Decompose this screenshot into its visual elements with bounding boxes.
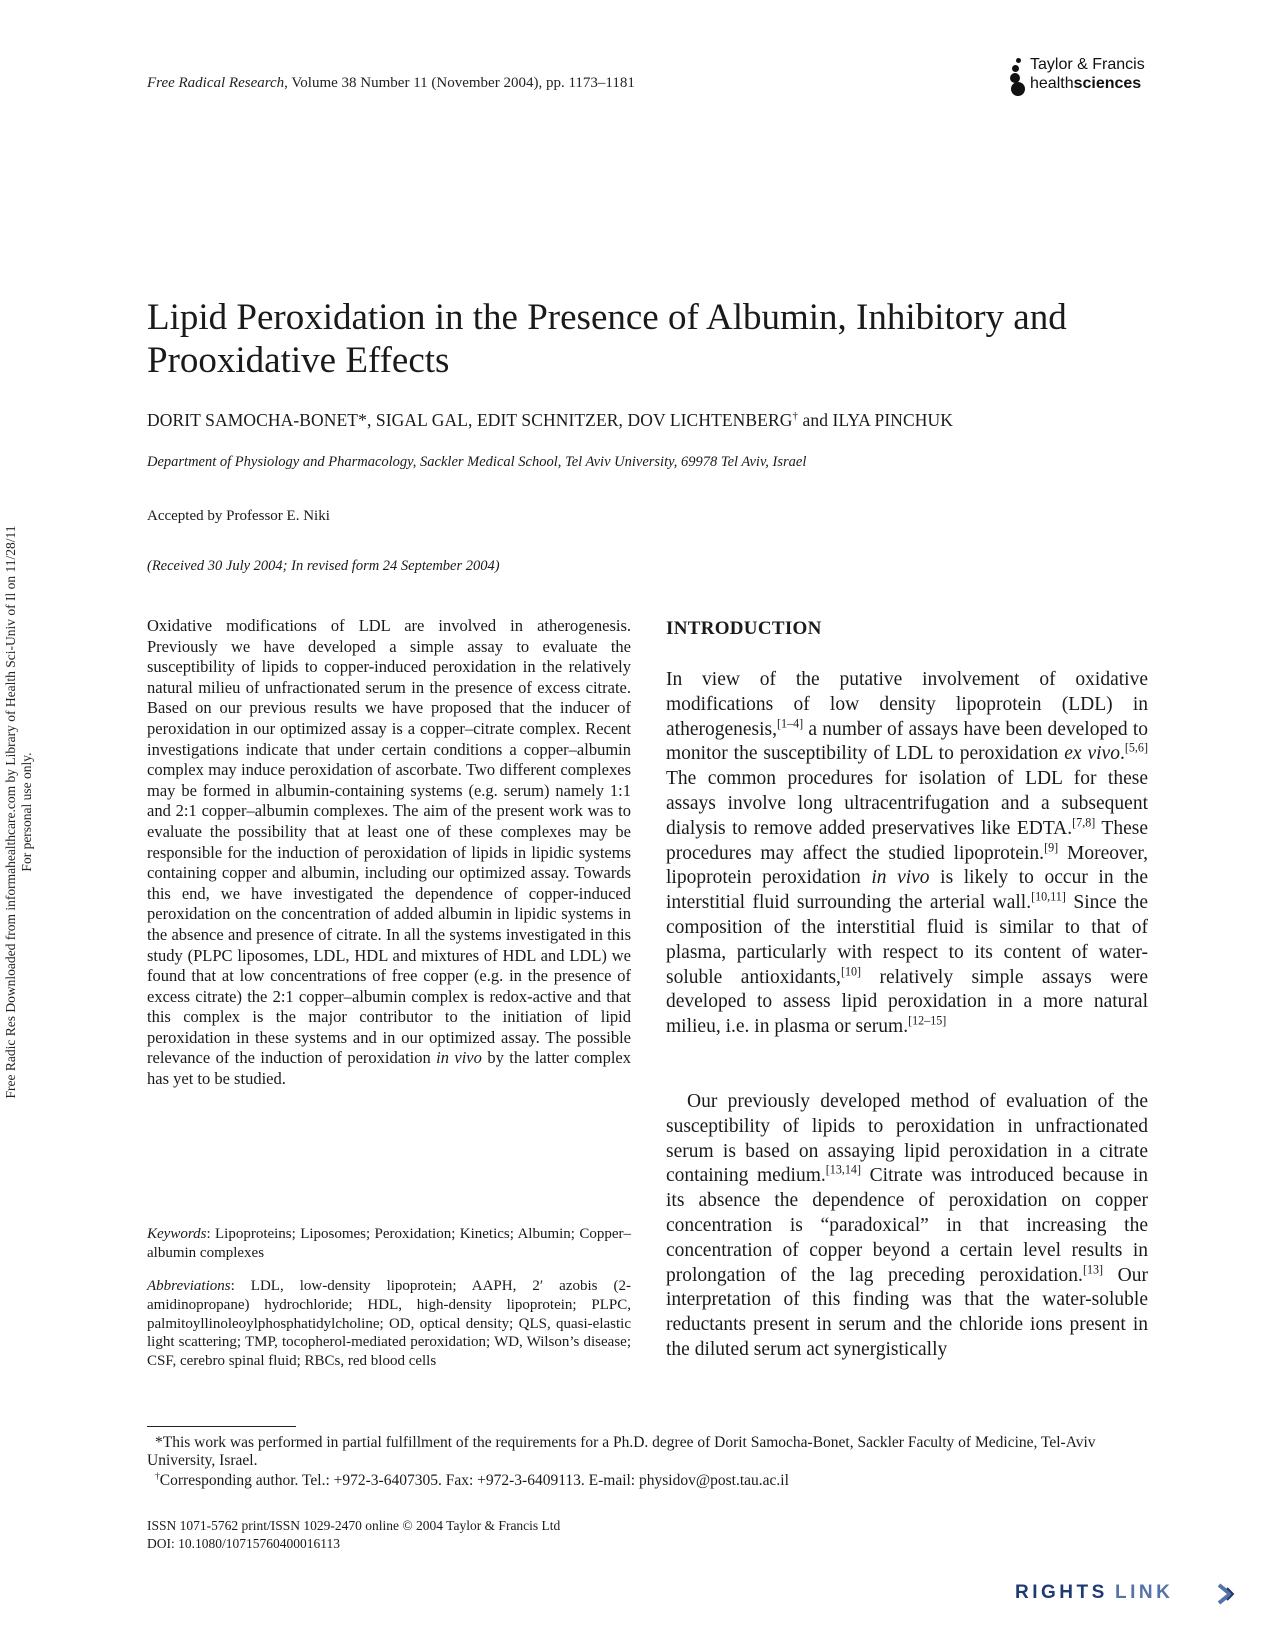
publisher-division: healthsciences	[1030, 75, 1142, 92]
keywords	[147, 1225, 631, 1263]
doi-line: DOI: 10.1080/10715760400016113	[147, 1536, 340, 1551]
footnote-corresponding-author: †Corresponding author. Tel.: +972-3-6407305. Fax: +972-3-6409113. E-mail: physidov@post.tau.ac.il	[155, 1470, 789, 1489]
abbreviations	[147, 1277, 631, 1371]
rightslink-logo[interactable]	[1015, 1582, 1245, 1622]
keywords-text: : Lipoproteins; Liposomes; Peroxidation; Kinetics; Albumin; Copper–albumin complexes	[147, 1226, 631, 1261]
rightslink-word-link: LINK	[1115, 1582, 1174, 1603]
dagger-mark: †	[792, 410, 798, 423]
journal-citation	[147, 75, 635, 92]
abbreviations-label: Abbreviations	[147, 1278, 231, 1294]
footnote-thesis: *This work was performed in partial fulfillment of the requirements for a Ph.D. degree of Dorit Samocha-Bonet, Sackler Faculty of Medicine, Tel-Aviv University, Israel.	[147, 1434, 1096, 1469]
keywords-label: Keywords	[147, 1226, 207, 1242]
article-title: Lipid Peroxidation in the Presence of Albumin, Inhibitory and Prooxidative Effects	[147, 297, 1067, 381]
download-stamp	[3, 472, 35, 1152]
abstract: Oxidative modifications of LDL are involved in atherogenesis. Previously we have developed a simple assay to evaluate the susceptibility of lipids to copper-induced peroxidation in the relatively natural milieu of unfractionated serum in the presence of excess citrate. Based on our previous results we have proposed that the inducer of peroxidation in our optimized assay is a copper–citrate complex. Recent investigations indicate that under certain conditions a copper–albumin complex may induce peroxidation of ascorbate. Two different complexes may be formed in albumin-containing systems (e.g. serum) namely 1:1 and 2:1 copper–albumin complexes. The aim of the present work was to evaluate the possibility that at least one of these complexes may be responsible for the induction of peroxidation of lipids in lipidic systems containing copper and albumin, including our optimized assay. Towards this end, we have investigated the dependence of copper-induced peroxidation on the concentration of added albumin in lipidic systems in the absence and presence of citrate. In all the systems investigated in this study (PLPC liposomes, LDL, HDL and mixtures of HDL and LDL) we found that at low concentrations of free copper (e.g. in the presence of excess citrate) the 2:1 copper–albumin complex is redox-active and that this complex is the major contributor to the initiation of lipid peroxidation in these systems and in our optimized assay. The possible relevance of the induction of peroxidation in vivo by the latter complex has yet to be studied.	[147, 616, 631, 1089]
author-affiliation: Department of Physiology and Pharmacology, Sackler Medical School, Tel Aviv University, 69978 Tel Aviv, Israel	[147, 454, 807, 470]
abbreviations-text: : LDL, low-density lipoprotein; AAPH, 2′ azobis (2-amidinopropane) hydrochloride; HDL, high-density lipoprotein; PLPC, palmitoyllinoleoylphosphatidylcholine; OD, optical density; QLS, quasi-elastic light scattering; TMP, tocopherol-mediated peroxidation; WD, Wilson’s disease; CSF, cerebro spinal fluid; RBCs, red blood cells	[147, 1278, 631, 1370]
download-stamp-line1: Free Radic Res Downloaded from informahealthcare.com by Library of Health Sci-Univ of Il on 11/28/11	[3, 525, 18, 1099]
issn-line: ISSN 1071-5762 print/ISSN 1029-2470 online © 2004 Taylor & Francis Ltd	[147, 1518, 561, 1533]
received-dates: (Received 30 July 2004; In revised form 24 September 2004)	[147, 558, 500, 574]
journal-volume-pages: , Volume 38 Number 11 (November 2004), pp. 1173–1181	[284, 75, 635, 91]
introduction-paragraph-2: Our previously developed method of evaluation of the susceptibility of lipids to peroxidation in unfractionated serum is based on assaying lipid peroxidation in a citrate containing medium.[13,14] Citrate was introduced because in its absence the dependence of peroxidation on copper concentration is “paradoxical” in that increasing the concentration of copper beyond a certain level results in prolongation of the lag preceding peroxidation.[13] Our interpretation of this finding was that the water-soluble reductants present in serum and the chloride ions present in the diluted serum act synergistically	[666, 1091, 1149, 1360]
logo-dots-icon	[1010, 58, 1030, 94]
introduction-paragraph-1: In view of the putative involvement of oxidative modifications of low density lipoprotein (LDL) in atherogenesis,[1–4] a number of assays have been developed to monitor the susceptibility of LDL to peroxidation ex vivo.[5,6] The common procedures for isolation of LDL for these assays involve long ultracentrifugation and a subsequent dialysis to remove added preservatives like EDTA.[7,8] These procedures may affect the studied lipoprotein.[9] Moreover, lipoprotein peroxidation in vivo is likely to occur in the interstitial fluid surrounding the arterial wall.[10,11] Since the composition of the interstitial fluid is similar to that of plasma, particularly with respect to its content of water-soluble antioxidants,[10] relatively simple assays were developed to assess lipid peroxidation in a more natural milieu, i.e. in plasma or serum.[12–15]	[666, 669, 1149, 1038]
journal-name: Free Radical Research	[147, 75, 285, 91]
publisher-name: Taylor & Francis	[1030, 56, 1145, 73]
author-list: DORIT SAMOCHA-BONET*, SIGAL GAL, EDIT SCHNITZER, DOV LICHTENBERG† and ILYA PINCHUK	[147, 410, 954, 430]
rightslink-word-rights: RIGHTS	[1015, 1582, 1108, 1603]
accepted-by: Accepted by Professor E. Niki	[147, 508, 330, 524]
publisher-logo	[1010, 56, 1160, 96]
footnote-divider	[147, 1426, 296, 1427]
section-heading-introduction: INTRODUCTION	[666, 618, 822, 639]
chevron-right-icon	[1215, 1583, 1235, 1605]
download-stamp-line2: For personal use only.	[19, 752, 34, 872]
